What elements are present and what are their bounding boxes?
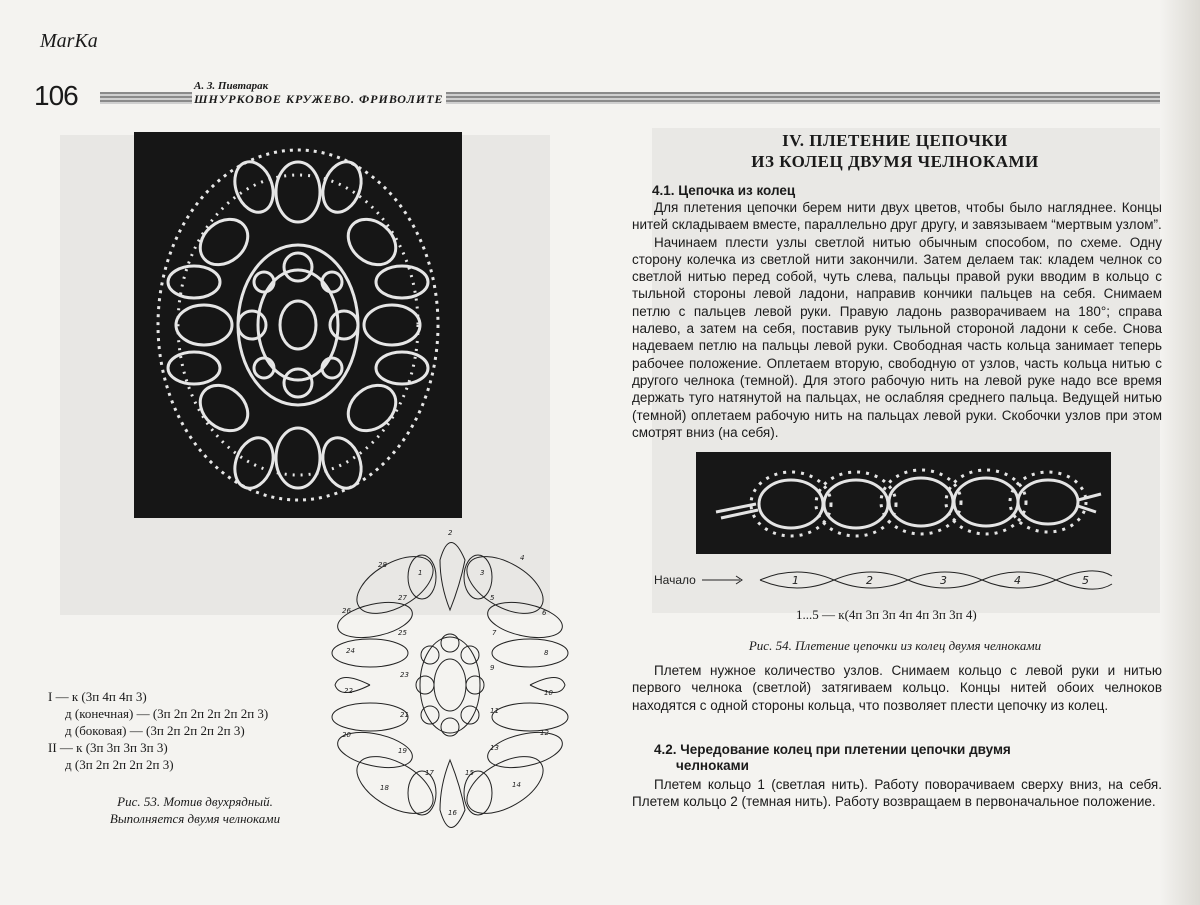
scheme-number: 4 [520, 554, 525, 562]
running-header [30, 80, 1160, 111]
caption-line: Рис. 53. Мотив двухрядный. [117, 794, 273, 809]
scheme-number: 11 [490, 707, 499, 715]
chapter-title [660, 130, 1130, 172]
chain-ring-number: 3 [940, 574, 947, 587]
legend-line: д (конечная) — (3п 2п 2п 2п 2п 2п 3) [65, 706, 269, 721]
text-block-3 [632, 776, 1162, 811]
scheme-number: 17 [425, 769, 434, 777]
start-label: Начало [654, 573, 696, 587]
chain-ring-number: 5 [1082, 574, 1089, 587]
chain-photo [696, 452, 1111, 554]
lace-motif-image [134, 132, 462, 518]
paragraph: Плетем кольцо 1 (светлая нить). Работу поворачиваем сверху вниз, на себя. Плетем кольцо 2 (темная нить). Работу возвращаем в первоначальное положение. [632, 777, 1162, 810]
page-number: 106 [34, 80, 78, 111]
paragraph: Для плетения цепочки берем нити двух цветов, чтобы было нагляднее. Концы нитей складываем вместе, параллельно друг другу, и завязываем “мертвым узлом”. [632, 200, 1162, 233]
paragraph: Плетем нужное количество узлов. Снимаем кольцо с левой руки и нитью первого челнока (светлой) затягиваем кольцо. Концы нитей обоих челноков находятся с одной стороны кольца, что позволяет плести цепочку из колец. [632, 663, 1162, 713]
scheme-number: 10 [544, 689, 553, 697]
motif-photo [134, 132, 462, 518]
scheme-number: 12 [540, 729, 549, 737]
scheme-number: 14 [512, 781, 521, 789]
figure-54-caption: Рис. 54. Плетение цепочки из колец двумя челноками [748, 638, 1042, 653]
scheme-number: 18 [380, 784, 389, 792]
scheme-number: 2 [448, 529, 453, 537]
figure-53-caption [70, 793, 320, 827]
legend-line: II — к (3п 3п 3п 3п 3) [48, 740, 168, 755]
chapter-title-line: IV. ПЛЕТЕНИЕ ЦЕПОЧКИ [782, 131, 1008, 150]
chain-formula: 1...5 — к(4п 3п 3п 4п 4п 3п 3п 4) [796, 607, 977, 622]
scheme-number: 19 [398, 747, 407, 755]
text-block-1 [632, 199, 1162, 441]
scheme-number: 5 [490, 594, 495, 602]
scheme-number: 8 [544, 649, 549, 657]
scheme-number: 24 [346, 647, 355, 655]
chain-ring-number: 4 [1014, 574, 1021, 587]
scheme-number: 23 [400, 671, 409, 679]
section-4-2-title [654, 742, 1114, 774]
header-book-title: ШНУРКОВОЕ КРУЖЕВО. ФРИВОЛИТЕ [194, 92, 444, 106]
chain-ring-number: 2 [866, 574, 873, 587]
scheme-number: 1 [418, 569, 423, 577]
signature-watermark: MarKa [40, 30, 98, 52]
chain-scheme-svg [652, 564, 1122, 604]
scheme-number: 7 [492, 629, 497, 637]
section-4-1-title: 4.1. Цепочка из колец [652, 183, 796, 198]
legend-line: д (3п 2п 2п 2п 2п 3) [65, 757, 174, 772]
chain-scheme [652, 564, 1122, 604]
paragraph: Начинаем плести узлы светлой нитью обычным способом, по схеме. Одну сторону колечка из светлой нити закончили. Затем делаем так: кладем челнок со светлой нитью перед собой, чуть слева, пальцы правой руки вводим в кольцо с тыльной стороны левой ладони, направив кончики пальцев на себя. Снимаем петлю с пальцев левой руки. Правую ладонь разворачиваем на 180°; справа налево, а затем на себя, поставив руку тыльной стороной ладони к себе. Снова надеваем петлю на пальцы левой руки. Свободная часть кольца занимает теперь рабочее положение. Оплетаем вторую, свободную от узлов, часть кольца нитью с другого челнока (темной). Для этого рабочую нить на левой руке надо все время держать туго натянутой на пальцах, не ослабляя среднего пальца. Ведущей нитью (темной) оплетаем рабочую нить на пальцах левой руки. Скобочки узлов при этом смотрят вниз (на себя). [632, 234, 1162, 440]
scheme-number: 22 [344, 687, 353, 695]
scheme-number: 28 [378, 561, 387, 569]
scheme-number: 21 [400, 711, 409, 719]
text-block-2 [632, 662, 1162, 714]
chain-ring-number: 1 [792, 574, 799, 587]
section-title-line: 4.2. Чередование колец при плетении цепочки двумя [654, 742, 1011, 757]
scheme-number: 26 [342, 607, 351, 615]
page-edge-shadow [1160, 0, 1200, 905]
motif-legend [48, 688, 268, 773]
scheme-number: 9 [490, 664, 495, 672]
section-title-line: челноками [676, 758, 749, 773]
caption-line: Выполняется двумя челноками [109, 811, 281, 826]
chapter-title-line: ИЗ КОЛЕЦ ДВУМЯ ЧЕЛНОКАМИ [751, 152, 1039, 171]
scheme-number: 25 [398, 629, 407, 637]
scheme-svg [330, 525, 570, 845]
scheme-number: 13 [490, 744, 499, 752]
scheme-number: 20 [342, 731, 351, 739]
header-author: А. З. Пивтарак [194, 80, 269, 92]
scheme-number: 15 [465, 769, 474, 777]
scheme-number: 6 [542, 609, 547, 617]
scheme-number: 27 [398, 594, 407, 602]
motif-scheme-diagram [330, 525, 570, 845]
scheme-number: 16 [448, 809, 457, 817]
scheme-number: 3 [480, 569, 485, 577]
legend-line: д (боковая) — (3п 2п 2п 2п 2п 3) [65, 723, 245, 738]
chain-image [696, 452, 1111, 554]
legend-line: I — к (3п 4п 4п 3) [48, 689, 147, 704]
